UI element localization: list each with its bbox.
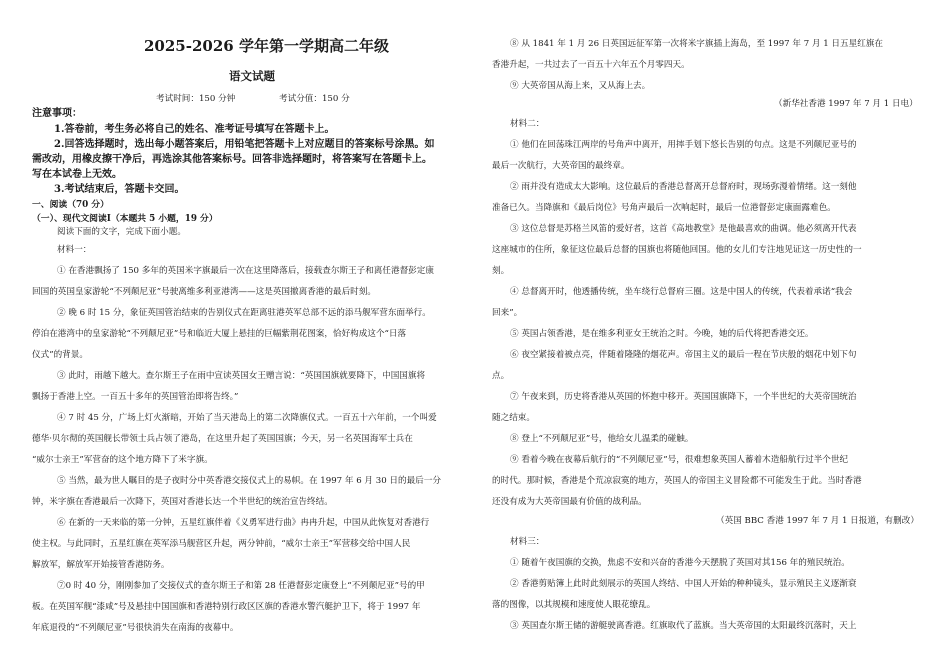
- notes-item-1: 1.答卷前，考生务必将自己的姓名、准考证号填写在答题卡上。: [54, 124, 335, 135]
- paragraph-line: ② 晚 6 时 15 分，象征英国管治结束的告别仪式在距离驻港英军总部不远的添马舰军营东面举行。: [57, 308, 431, 318]
- paragraph-line: ③ 英国查尔斯王储的游艇驶离香港。红旗取代了蓝旗。当大英帝国的太阳最终沉落时，天上: [510, 621, 857, 631]
- paragraph-line: ③ 这位总督是苏格兰风笛的爱好者，这首《高地教堂》是他最喜欢的曲调。他必须离开代表: [510, 224, 857, 234]
- paragraph-line: 年底退役的“不列颠尼亚”号很快消失在南海的夜幕中。: [32, 623, 239, 633]
- paragraph-line: ⑧ 从 1841 年 1 月 26 日英国远征军第一次将米字旗插上海岛，至 1997 年 7 月 1 日五星红旗在: [510, 39, 883, 49]
- paragraph-line: ④ 7 时 45 分，广场上灯火渐暗，开始了当天港岛上的第二次降旗仪式。一百五十六年前，一个叫爱: [57, 413, 437, 423]
- paragraph-line: ⑤ 英国占领香港，是在维多利亚女王统治之时。今晚，她的后代将把香港交还。: [510, 329, 814, 339]
- paragraph-line: 飘扬于香港上空。一百五十多年的英国管治即将告终。”: [32, 392, 239, 402]
- exam-time: 考试时间：150 分钟: [156, 94, 236, 104]
- section-heading: 一、阅读（70 分）: [32, 200, 109, 210]
- paragraph-line: 仪式”的背景。: [32, 350, 88, 360]
- paragraph-line: 准备已久。当降旗和《最后岗位》号角声最后一次响起时，最后一位港督彭定康面露难色。: [492, 203, 836, 213]
- paragraph-line: ⑧ 登上“不列颠尼亚”号，他给女儿温柔的碰触。: [510, 434, 694, 444]
- paragraph-line: 回来”。: [492, 308, 523, 318]
- exam-title: 2025-2026 学年第一学期高二年级: [144, 37, 389, 55]
- paragraph-line: 回国的英国皇家游轮“不列颠尼亚”号驶离维多利亚港湾——这是英国撤离香港的最后时刻。: [32, 287, 376, 297]
- paragraph-line: ⑨ 看着今晚在夜幕后航行的“不列颠尼亚”号，很难想象英国人蓄着木造船航行过半个世纪: [510, 455, 849, 465]
- exam-score: 考试分值：150 分: [279, 94, 350, 104]
- notes-item-2a: 2.回答选择题时，选出每小题答案后，用铅笔把答题卡上对应题目的答案标号涂黑。如: [54, 139, 435, 150]
- paragraph-line: ⑦ 午夜来到，历史将香港从英国的怀抱中移开。英国国旗降下，一个半世纪的大英帝国统治: [510, 392, 857, 402]
- notes-item-2c: 写在本试卷上无效。: [32, 169, 122, 180]
- paragraph-line: ① 随着午夜国旗的交换，焦虑不安和兴奋的香港今天摆脱了英国对其156 年的殖民统治。: [510, 558, 850, 568]
- paragraph-line: 停泊在港湾中的皇家游轮“不列颠尼亚”号和临近大厦上悬挂的巨幅紫荆花图案，恰好构成这个“日落: [32, 329, 407, 339]
- paragraph-line: 香港升起，一共过去了一百五十六年五个月零四天。: [492, 60, 690, 70]
- paragraph-line: 板。在英国军舰“漆咸”号及悬挂中国国旗和香港特别行政区区旗的香港水警汽艇护卫下，将于 1997 年: [32, 602, 421, 612]
- paragraph-line: ② 香港剪贴簿上此时此刻展示的英国人终结、中国人开始的种种镜头，显示殖民主义逐渐衰: [510, 579, 857, 589]
- paragraph-line: ⑥ 夜空紧接着被点亮，伴随着隆隆的烟花声。帝国主义的最后一程在节庆般的烟花中划下句: [510, 350, 857, 360]
- paragraph-line: ⑥ 在新的一天来临的第一分钟，五星红旗伴着《义勇军进行曲》冉冉升起，中国从此恢复对香港行: [57, 518, 430, 528]
- paragraph-line: ② 雨并没有造成太大影响。这位最后的香港总督离开总督府时，现场弥漫着情绪。这一刻他: [510, 182, 857, 192]
- paragraph-line: ① 他们在回荡珠江两岸的号角声中离开，用摔手划下悠长告别的句点。这是不列颠尼亚号的: [510, 140, 857, 150]
- paragraph-line: 这座城市的住所，象征这位最后总督的国旗也将随他回国。他的女儿们专注地见证这一历史性的一: [492, 245, 862, 255]
- paragraph-line: ⑦0 时 40 分，刚刚参加了交接仪式的查尔斯王子和第 28 任港督彭定康登上“不列颠尼亚”号的甲: [57, 581, 425, 591]
- paragraph-line: 刻。: [492, 266, 510, 276]
- instruction-text: 阅读下面的文字，完成下面小题。: [57, 227, 186, 237]
- paragraph-line: 随之结束。: [492, 413, 535, 423]
- material-2-label: 材料二：: [510, 119, 545, 129]
- paragraph-line: 落的图像，以其规模和速度使人眼花缭乱。: [492, 600, 656, 610]
- paragraph-line: 德华·贝尔彻的英国舰长带领士兵占领了港岛，在这里升起了英国国旗；今天，另一名英国海军士兵在: [32, 434, 413, 444]
- paragraph-line: 钟，米字旗在香港最后一次降下，英国对香港长达一个半世纪的统治宣告终结。: [32, 497, 333, 507]
- paragraph-line: ④ 总督离开时，他透播传统，坐车绕行总督府三圈。这是中国人的传统，代表着承诺“我会: [510, 287, 853, 297]
- exam-subject: 语文试题: [229, 69, 275, 83]
- paragraph-line: 点。: [492, 371, 510, 381]
- notes-item-3: 3.考试结束后，答题卡交回。: [54, 184, 185, 195]
- paragraph-line: ⑤ 当然，最为世人瞩目的是子夜时分中英香港交接仪式上的易帜。在 1997 年 6 月 30 日的最后一分: [57, 476, 441, 486]
- paragraph-line: 最后一次航行，大英帝国的最终章。: [492, 161, 630, 171]
- paragraph-line: 解放军，解放军开始接管香港防务。: [32, 560, 170, 570]
- source-citation: （英国 BBC 香港 1997 年 7 月 1 日报道，有删改）: [716, 516, 919, 526]
- material-3-label: 材料三：: [510, 537, 545, 547]
- paragraph-line: 的时代。那时候，香港是个荒凉寂寞的地方，英国人的帝国主义冒险都不可能发生于此。当时香港: [492, 476, 862, 486]
- paragraph-line: ③ 此时，雨越下越大。查尔斯王子在雨中宣读英国女王赠言说：“英国国旗就要降下，中国国旗将: [57, 371, 426, 381]
- paragraph-line: ⑨ 大英帝国从海上来，又从海上去。: [510, 81, 651, 91]
- subsection-heading: （一）、现代文阅读Ⅰ（本题共 5 小题，19 分）: [32, 214, 218, 224]
- paragraph-line: 还没有成为大英帝国最有价值的战利品。: [492, 497, 647, 507]
- notes-heading: 注意事项：: [32, 108, 82, 119]
- source-citation: （新华社香港 1997 年 7 月 1 日电）: [774, 99, 918, 109]
- paragraph-line: ① 在香港飘扬了 150 多年的英国米字旗最后一次在这里降落后，接载查尔斯王子和离任港督彭定康: [57, 266, 434, 276]
- notes-item-2b: 需改动，用橡皮擦干净后，再选涂其他答案标号。回答非选择题时，将答案写在答题卡上。: [32, 154, 432, 165]
- paragraph-line: “威尔士亲王”军营奋的这个地方降下了米字旗。: [32, 455, 213, 465]
- paragraph-line: 使主权。与此同时，五星红旗在英军添马舰营区升起，两分钟前，“威尔士亲王”军营移交给中国人民: [32, 539, 411, 549]
- material-1-label: 材料一：: [57, 245, 92, 255]
